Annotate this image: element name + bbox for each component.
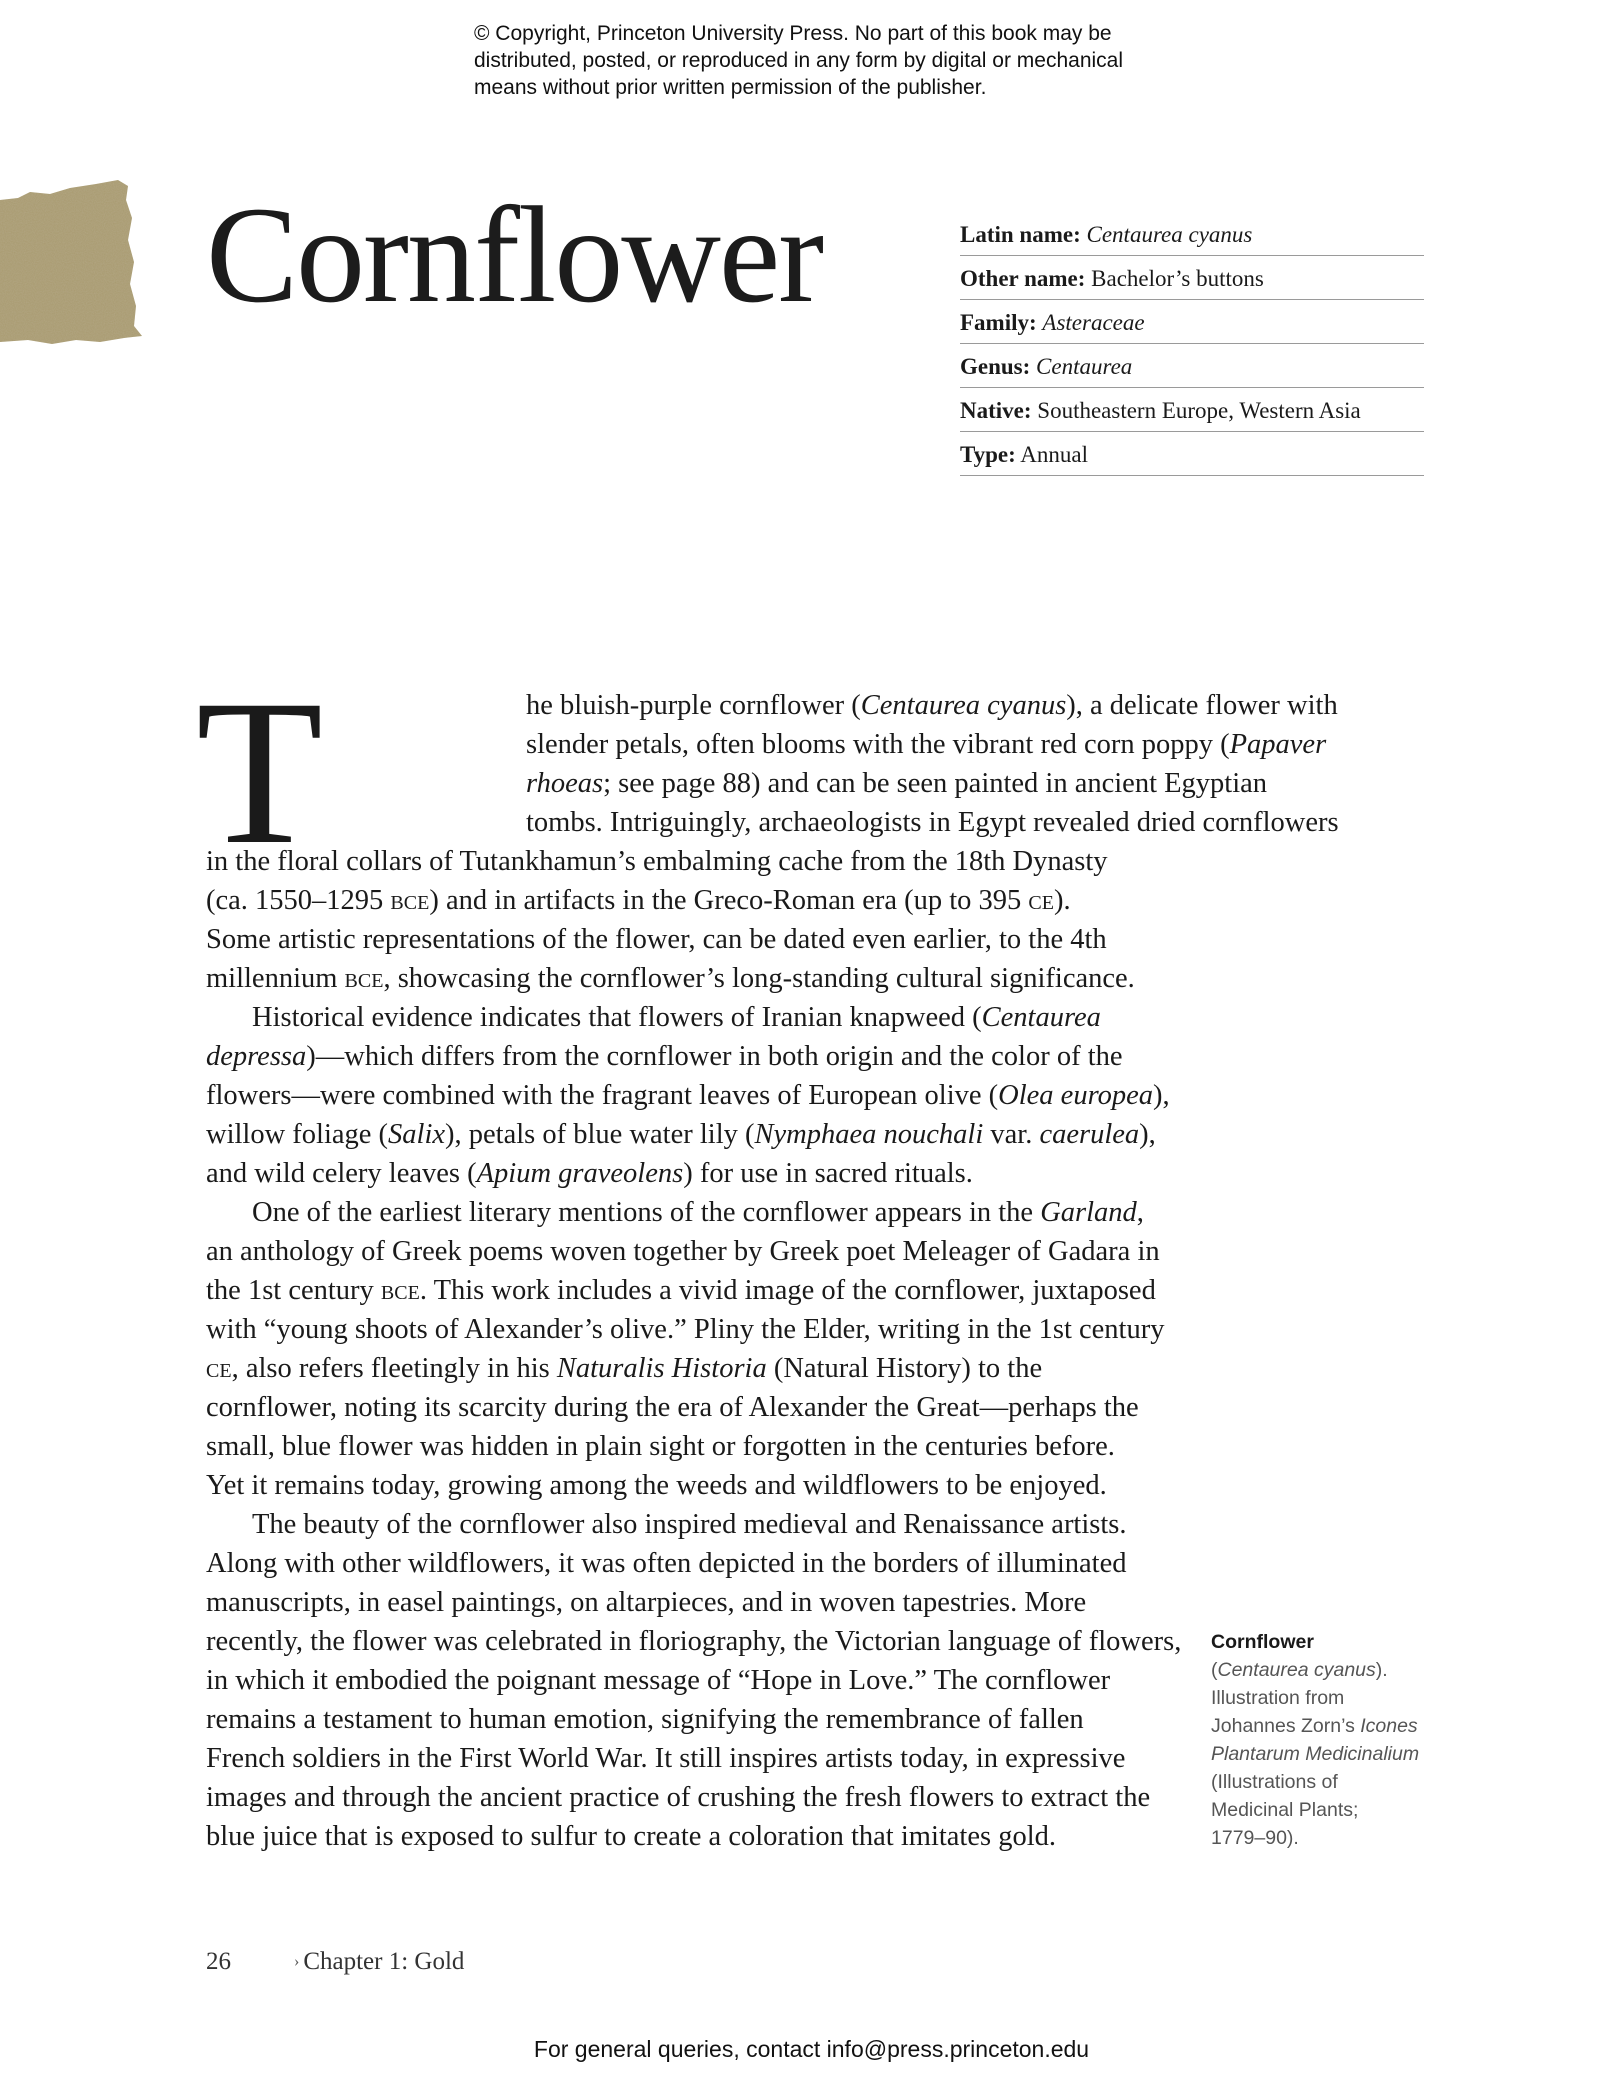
text-run: ).: [1053, 885, 1071, 916]
text-run: )—which differs from the cornflower in both origin and the color of the: [306, 1041, 1123, 1072]
text-line: [206, 1115, 1196, 1154]
info-label: Type:: [960, 442, 1016, 467]
text-run: ; see page 88) and can be seen painted in ancient Egyptian: [603, 768, 1268, 799]
text-line: [206, 1817, 1196, 1856]
text-run: millennium: [206, 963, 345, 994]
text-run: manuscripts, in easel paintings, on altarpieces, and in woven tapestries. More: [206, 1587, 1087, 1618]
text-line: [206, 881, 1196, 920]
text-line: [206, 1778, 1196, 1817]
text-line: [206, 1661, 1196, 1700]
italic-run: caerulea: [1039, 1119, 1140, 1150]
drop-cap: T: [196, 657, 324, 887]
text-line: [206, 998, 1196, 1037]
info-value: Bachelor’s buttons: [1091, 266, 1264, 291]
text-run: small, blue flower was hidden in plain sight or forgotten in the centuries before.: [206, 1431, 1115, 1462]
text-run: ).: [1375, 1659, 1388, 1681]
running-footer-chapter: [294, 1948, 464, 1976]
text-run: remains a testament to human emotion, signifying the remembrance of fallen: [206, 1704, 1084, 1735]
text-line: [206, 920, 1196, 959]
text-run: willow foliage (: [206, 1119, 389, 1150]
text-line: [206, 1544, 1196, 1583]
caption-title: Cornflower: [1211, 1631, 1314, 1653]
italic-run: Garland: [1040, 1197, 1137, 1228]
text-line: [206, 842, 1196, 881]
text-run: . This work includes a vivid image of the cornflower, juxtaposed: [419, 1275, 1156, 1306]
info-row: [960, 434, 1424, 476]
text-run: 1779–90).: [1211, 1827, 1299, 1849]
plant-info-table: [960, 214, 1424, 478]
text-line: [206, 1739, 1196, 1778]
info-value: Southeastern Europe, Western Asia: [1037, 398, 1361, 423]
info-label: Family:: [960, 310, 1037, 335]
chevron-right-icon: ›: [294, 1953, 300, 1970]
text-run: in the floral collars of Tutankhamun’s embalming cache from the 18th Dynasty: [206, 846, 1108, 877]
italic-run: Plantarum Medicinalium: [1211, 1743, 1420, 1765]
italic-run: Centaurea cyanus: [1217, 1659, 1376, 1681]
info-row: [960, 214, 1424, 256]
text-run: Johannes Zorn’s: [1211, 1715, 1361, 1737]
copyright-notice: [474, 20, 1234, 101]
info-value: Centaurea: [1036, 354, 1133, 379]
info-label: Native:: [960, 398, 1032, 423]
caption-line: [1211, 1824, 1441, 1852]
text-run: The beauty of the cornflower also inspired medieval and Renaissance artists.: [252, 1509, 1127, 1540]
text-line: [206, 686, 1338, 725]
gold-swatch-shape: [0, 180, 142, 344]
text-run: , also refers fleetingly in his: [231, 1353, 557, 1384]
chapter-label: Chapter 1: Gold: [303, 1948, 465, 1975]
text-run: Along with other wildflowers, it was often depicted in the borders of illuminated: [206, 1548, 1127, 1579]
text-run: French soldiers in the First World War. It still inspires artists today, in expressive: [206, 1743, 1126, 1774]
text-line: [206, 725, 1327, 764]
italic-run: Salix: [388, 1119, 446, 1150]
info-row: [960, 302, 1424, 344]
info-row: [960, 258, 1424, 300]
info-row: [960, 346, 1424, 388]
text-line: [206, 1427, 1196, 1466]
info-value: Annual: [1020, 442, 1088, 467]
text-run: he bluish-purple cornflower (: [526, 690, 861, 721]
text-line: [206, 1466, 1196, 1505]
text-line: [206, 1700, 1196, 1739]
text-line: [206, 1349, 1196, 1388]
italic-run: Naturalis Historia: [556, 1353, 767, 1384]
italic-run: Apium graveolens: [476, 1158, 684, 1189]
text-run: , showcasing the cornflower’s long-standing cultural significance.: [383, 963, 1135, 994]
info-label: Other name:: [960, 266, 1086, 291]
caption-line: [1211, 1740, 1441, 1768]
text-run: flowers—were combined with the fragrant leaves of European olive (: [206, 1080, 999, 1111]
italic-run: depressa: [206, 1041, 307, 1072]
text-line: [206, 1232, 1196, 1271]
copyright-line: © Copyright, Princeton University Press. No part of this book may be: [474, 22, 1112, 45]
text-run: Historical evidence indicates that flowers of Iranian knapweed (: [252, 1002, 982, 1033]
text-line: [206, 1154, 1196, 1193]
text-run: images and through the ancient practice of crushing the fresh flowers to extract the: [206, 1782, 1151, 1813]
text-line: [206, 959, 1196, 998]
text-run: tombs. Intriguingly, archaeologists in Egypt revealed dried cornflowers: [526, 807, 1339, 838]
text-run: slender petals, often blooms with the vibrant red corn poppy (: [526, 729, 1230, 760]
text-run: Yet it remains today, growing among the weeds and wildflowers to be enjoyed.: [206, 1470, 1107, 1501]
text-run: blue juice that is exposed to sulfur to create a coloration that imitates gold.: [206, 1821, 1057, 1852]
small-caps-run: bce: [390, 885, 430, 916]
copyright-line: means without prior written permission of the publisher.: [474, 76, 987, 99]
italic-run: Centaurea: [981, 1002, 1101, 1033]
text-run: the 1st century: [206, 1275, 381, 1306]
info-row: [960, 390, 1424, 432]
caption-line: [1211, 1656, 1441, 1684]
italic-run: Papaver: [1229, 729, 1327, 760]
text-run: ) and in artifacts in the Greco-Roman era (up to 395: [429, 885, 1029, 916]
text-run: Illustration from: [1211, 1687, 1345, 1709]
italic-run: Icones: [1360, 1715, 1418, 1737]
text-run: an anthology of Greek poems woven together by Greek poet Meleager of Gadara in: [206, 1236, 1160, 1267]
text-run: ), petals of blue water lily (: [445, 1119, 755, 1150]
caption-line: [1211, 1796, 1441, 1824]
text-run: (ca. 1550–1295: [206, 885, 391, 916]
italic-run: Centaurea cyanus: [860, 690, 1067, 721]
small-caps-run: bce: [380, 1275, 420, 1306]
text-line: [206, 1583, 1196, 1622]
small-caps-run: bce: [344, 963, 384, 994]
text-run: ) for use in sacred rituals.: [683, 1158, 973, 1189]
text-run: cornflower, noting its scarcity during the era of Alexander the Great—perhaps the: [206, 1392, 1139, 1423]
copyright-line: distributed, posted, or reproduced in any form by digital or mechanical: [474, 49, 1124, 72]
text-line: [206, 1193, 1196, 1232]
caption-line: [1211, 1712, 1441, 1740]
figure-caption: [1211, 1628, 1441, 1852]
footer-contact: For general queries, contact info@press.princeton.edu: [533, 2036, 1090, 2062]
italic-run: Nymphaea nouchali: [754, 1119, 984, 1150]
text-line: [206, 1388, 1196, 1427]
text-line: [206, 1622, 1196, 1661]
info-label: Genus:: [960, 354, 1031, 379]
italic-run: Olea europea: [998, 1080, 1154, 1111]
text-run: and wild celery leaves (: [206, 1158, 477, 1189]
info-value: Centaurea cyanus: [1086, 222, 1253, 247]
text-line: [206, 1505, 1196, 1544]
text-line: [206, 1076, 1196, 1115]
text-run: One of the earliest literary mentions of the cornflower appears in the: [252, 1197, 1041, 1228]
text-line: [206, 1310, 1196, 1349]
text-run: (: [1211, 1659, 1218, 1681]
caption-line: [1211, 1684, 1441, 1712]
page-title: Cornflower: [206, 178, 823, 331]
text-line: [206, 803, 1339, 842]
text-run: Some artistic representations of the flower, can be dated even earlier, to the 4th: [206, 924, 1107, 955]
text-run: recently, the flower was celebrated in floriography, the Victorian language of flowers,: [206, 1626, 1182, 1657]
small-caps-run: ce: [1028, 885, 1054, 916]
text-run: in which it embodied the poignant message of “Hope in Love.” The cornflower: [206, 1665, 1111, 1696]
caption-line: [1211, 1768, 1441, 1796]
text-run: (Illustrations of: [1211, 1771, 1338, 1793]
text-run: Medicinal Plants;: [1211, 1799, 1359, 1821]
text-run: ,: [1136, 1197, 1144, 1228]
info-value: Asteraceae: [1042, 310, 1145, 335]
text-run: (Natural History) to the: [766, 1353, 1043, 1384]
text-line: [206, 1271, 1196, 1310]
text-run: ), a delicate flower with: [1066, 690, 1338, 721]
text-line: [206, 764, 1268, 803]
gold-paint-swatch: [0, 178, 150, 346]
text-run: var.: [983, 1119, 1040, 1150]
text-run: with “young shoots of Alexander’s olive.” Pliny the Elder, writing in the 1st century: [206, 1314, 1165, 1345]
italic-run: rhoeas: [526, 768, 604, 799]
text-run: ),: [1153, 1080, 1170, 1111]
small-caps-run: ce: [206, 1353, 232, 1384]
page-number: 26: [206, 1948, 231, 1975]
info-label: Latin name:: [960, 222, 1081, 247]
text-line: [206, 1037, 1196, 1076]
text-run: ),: [1139, 1119, 1156, 1150]
